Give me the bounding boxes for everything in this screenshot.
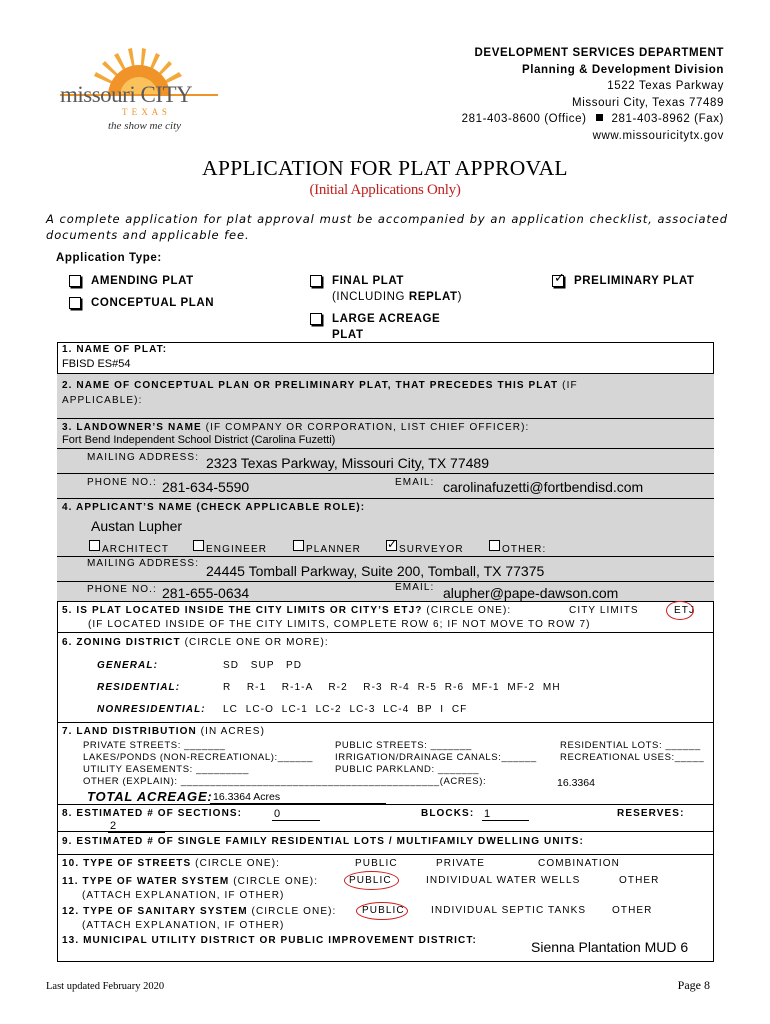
row-2-label: 2. NAME OF CONCEPTUAL PLAN OR PRELIMINARY PLAT, THAT PRECEDES THIS PLAT (IF APPLICABLE):: [62, 380, 578, 406]
sections-value-2[interactable]: 2: [108, 820, 165, 833]
final-plat-label: [332, 273, 462, 305]
role-engineer-checkbox[interactable]: [193, 540, 204, 551]
preliminary-plat-checkbox[interactable]: [552, 271, 565, 287]
row-12-label: 12. TYPE OF SANITARY SYSTEM (CIRCLE ONE): (ATTACH EXPLANATION, IF OTHER): [62, 906, 337, 931]
streets-private-option[interactable]: PRIVATE: [436, 858, 486, 869]
row-4-label: 4. APPLICANT’S NAME (CHECK APPLICABLE ROLE):: [62, 502, 366, 513]
mud-district-value[interactable]: Sienna Plantation MUD 6: [531, 939, 689, 955]
row-13-label: 13. MUNICIPAL UTILITY DISTRICT OR PUBLIC IMPROVEMENT DISTRICT:: [62, 935, 477, 946]
public-parkland-field[interactable]: PUBLIC PARKLAND: _______: [335, 764, 480, 775]
applicant-phone-value[interactable]: 281-655-0634: [162, 585, 250, 601]
landowner-email-value[interactable]: carolinafuzetti@fortbendisd.com: [443, 479, 644, 495]
residential-options[interactable]: R R-1 R-1-A R-2 R-3 R-4 R-5 R-6 MF-1 MF-2 MH: [223, 682, 561, 693]
last-updated: Last updated February 2020: [46, 981, 165, 992]
check-icon: ✓: [387, 537, 398, 551]
row-3-label: 3. LANDOWNER’S NAME (IF COMPANY OR CORPORATION, LIST CHIEF OFFICER):: [62, 422, 530, 433]
water-wells-option[interactable]: INDIVIDUAL WATER WELLS: [426, 875, 581, 886]
row-6-label: 6. ZONING DISTRICT (CIRCLE ONE OR MORE):: [62, 637, 329, 648]
water-public-circle-mark: [344, 871, 399, 890]
phone-line: [462, 111, 724, 128]
etj-option[interactable]: ETJ: [674, 605, 696, 616]
role-architect-checkbox[interactable]: [89, 540, 100, 551]
general-label: GENERAL:: [97, 660, 159, 671]
division-name: Planning & Development Division: [522, 63, 724, 76]
large-acreage-plat-checkbox[interactable]: [310, 313, 322, 325]
amending-plat-checkbox[interactable]: [69, 275, 81, 287]
final-plat-text: FINAL PLAT: [332, 275, 405, 287]
applicant-email-value[interactable]: alupher@pape-dawson.com: [443, 585, 619, 601]
large-acreage-text-2: PLAT: [332, 329, 364, 341]
landowner-mailing-label: MAILING ADDRESS:: [87, 452, 200, 463]
row-5-note: (IF LOCATED INSIDE OF THE CITY LIMITS, COMPLETE ROW 6; IF NOT MOVE TO ROW 7): [88, 619, 591, 630]
landowner-email-label: EMAIL:: [395, 477, 435, 488]
final-plat-checkbox[interactable]: [310, 275, 322, 287]
public-streets-field[interactable]: PUBLIC STREETS: _______: [335, 740, 472, 751]
water-other-option[interactable]: OTHER: [619, 875, 660, 886]
conceptual-plan-checkbox[interactable]: [69, 297, 81, 309]
address-line-1: 1522 Texas Parkway: [607, 80, 724, 92]
conceptual-plan-label: CONCEPTUAL PLAN: [91, 297, 215, 309]
plat-name-value[interactable]: FBISD ES#54: [62, 358, 131, 370]
lakes-ponds-field[interactable]: LAKES/PONDS (NON-RECREATIONAL):______: [83, 752, 314, 763]
recreational-uses-field[interactable]: RECREATIONAL USES:_____: [560, 752, 705, 763]
general-options[interactable]: SD SUP PD: [223, 660, 303, 671]
sanitary-other-option[interactable]: OTHER: [612, 905, 653, 916]
water-public-option[interactable]: PUBLIC: [349, 875, 392, 886]
page-number: Page 8: [677, 978, 710, 992]
city-limits-option[interactable]: CITY LIMITS: [569, 605, 639, 616]
row-11-note: (ATTACH EXPLANATION, IF OTHER): [82, 890, 285, 901]
page-subtitle: (Initial Applications Only): [309, 182, 461, 198]
application-type-label: Application Type:: [56, 252, 162, 264]
nonresidential-options[interactable]: LC LC-O LC-1 LC-2 LC-3 LC-4 BP I CF: [223, 704, 468, 715]
residential-label: RESIDENTIAL:: [97, 682, 181, 693]
other-explain-field[interactable]: OTHER (EXPLAIN): ____________________________________________(ACRES):: [83, 776, 487, 787]
row-12-note: (ATTACH EXPLANATION, IF OTHER): [82, 920, 285, 931]
final-plat-sub-post: ): [457, 291, 463, 303]
row-1-label: 1. NAME OF PLAT:: [62, 344, 168, 355]
other-acres-value[interactable]: 16.3364: [557, 777, 595, 789]
row-11-label: 11. TYPE OF WATER SYSTEM (CIRCLE ONE): (ATTACH EXPLANATION, IF OTHER): [62, 876, 319, 901]
large-acreage-plat-label: [332, 311, 440, 343]
intro-text: A complete application for plat approval must be accompanied by an application checklist, associated documents and applicable fee.: [46, 212, 728, 242]
total-acreage-label: TOTAL ACREAGE:: [87, 789, 213, 804]
landowner-name-value[interactable]: Fort Bend Independent School District (Carolina Fuzetti): [62, 434, 336, 446]
row-10-label: 10. TYPE OF STREETS (CIRCLE ONE):: [62, 858, 281, 869]
role-planner-label: PLANNER: [306, 544, 361, 555]
applicant-phone-label: PHONE NO.:: [87, 584, 157, 595]
applicant-name-value[interactable]: Austan Lupher: [91, 518, 183, 534]
office-phone: 281-403-8600 (Office): [461, 113, 587, 125]
streets-combination-option[interactable]: COMBINATION: [538, 858, 620, 869]
logo-tagline: the show me city: [108, 120, 182, 132]
applicant-email-label: EMAIL:: [395, 582, 435, 593]
role-surveyor-checkbox[interactable]: [386, 537, 398, 551]
irrigation-field[interactable]: IRRIGATION/DRAINAGE CANALS:______: [335, 752, 537, 763]
department-name: DEVELOPMENT SERVICES DEPARTMENT: [474, 47, 724, 59]
missouri-city-logo: [58, 46, 220, 142]
sanitary-public-circle-mark: [356, 902, 408, 920]
amending-plat-label: AMENDING PLAT: [91, 275, 194, 287]
streets-public-option[interactable]: PUBLIC: [355, 858, 398, 869]
address-line-2: Missouri City, Texas 77489: [572, 96, 724, 109]
department-header: [462, 45, 724, 144]
etj-circle-mark: [666, 601, 694, 620]
role-engineer-label: ENGINEER: [206, 544, 268, 555]
landowner-phone-value[interactable]: 281-634-5590: [162, 479, 250, 495]
applicant-mailing-value[interactable]: 24445 Tomball Parkway, Suite 200, Tomball, TX 77375: [206, 563, 545, 579]
private-streets-field[interactable]: PRIVATE STREETS: _______: [83, 740, 226, 751]
final-plat-sub-pre: (INCLUDING: [332, 291, 409, 303]
logo-state: T E X A S: [122, 107, 168, 117]
utility-easements-field[interactable]: UTILITY EASEMENTS: _________: [83, 764, 250, 775]
sections-value[interactable]: 0: [272, 808, 320, 821]
sanitary-septic-option[interactable]: INDIVIDUAL SEPTIC TANKS: [431, 905, 587, 916]
preliminary-plat-label: PRELIMINARY PLAT: [574, 275, 695, 287]
sanitary-public-option[interactable]: PUBLIC: [362, 905, 405, 916]
page-title: APPLICATION FOR PLAT APPROVAL: [202, 156, 568, 180]
large-acreage-text: LARGE ACREAGE: [332, 313, 441, 325]
role-surveyor-label: SURVEYOR: [399, 544, 464, 555]
row-8-label: 8. ESTIMATED # OF SECTIONS:: [62, 808, 243, 819]
logo-name: missouri CITY: [60, 82, 193, 107]
website[interactable]: www.missouricitytx.gov: [592, 129, 724, 142]
blocks-label: BLOCKS:: [421, 808, 475, 819]
role-other-checkbox[interactable]: [489, 540, 500, 551]
applicant-mailing-label: MAILING ADDRESS:: [87, 558, 200, 569]
role-architect-label: ARCHITECT: [102, 544, 170, 555]
blocks-value[interactable]: 1: [482, 808, 529, 821]
row-5-label: 5. IS PLAT LOCATED INSIDE THE CITY LIMITS OR CITY’S ETJ? (CIRCLE ONE): CITY LIMITS ETJ (IF LOCATED INSIDE OF THE CITY LIMITS, COMPLETE ROW 6; IF NOT MOVE TO ROW 7): [62, 605, 696, 630]
nonresidential-label: NONRESIDENTIAL:: [97, 704, 206, 715]
role-other-label: OTHER:: [502, 544, 547, 555]
reserves-label: RESERVES:: [617, 808, 685, 819]
row-9-label: 9. ESTIMATED # OF SINGLE FAMILY RESIDENTIAL LOTS / MULTIFAMILY DWELLING UNITS:: [62, 836, 584, 847]
bullet-square-icon: [596, 114, 603, 121]
final-plat-sub-bold: REPLAT: [408, 291, 458, 303]
total-acreage-value[interactable]: 16.3364 Acres: [210, 791, 386, 804]
fax-number: 281-403-8962 (Fax): [611, 113, 724, 125]
landowner-phone-label: PHONE NO.:: [87, 477, 157, 488]
check-icon: ✓: [554, 271, 565, 286]
role-planner-checkbox[interactable]: [293, 540, 304, 551]
residential-lots-field[interactable]: RESIDENTIAL LOTS: ______: [560, 740, 701, 751]
landowner-mailing-value[interactable]: 2323 Texas Parkway, Missouri City, TX 77489: [206, 455, 489, 471]
row-7-label: 7. LAND DISTRIBUTION (IN ACRES): [62, 726, 265, 737]
